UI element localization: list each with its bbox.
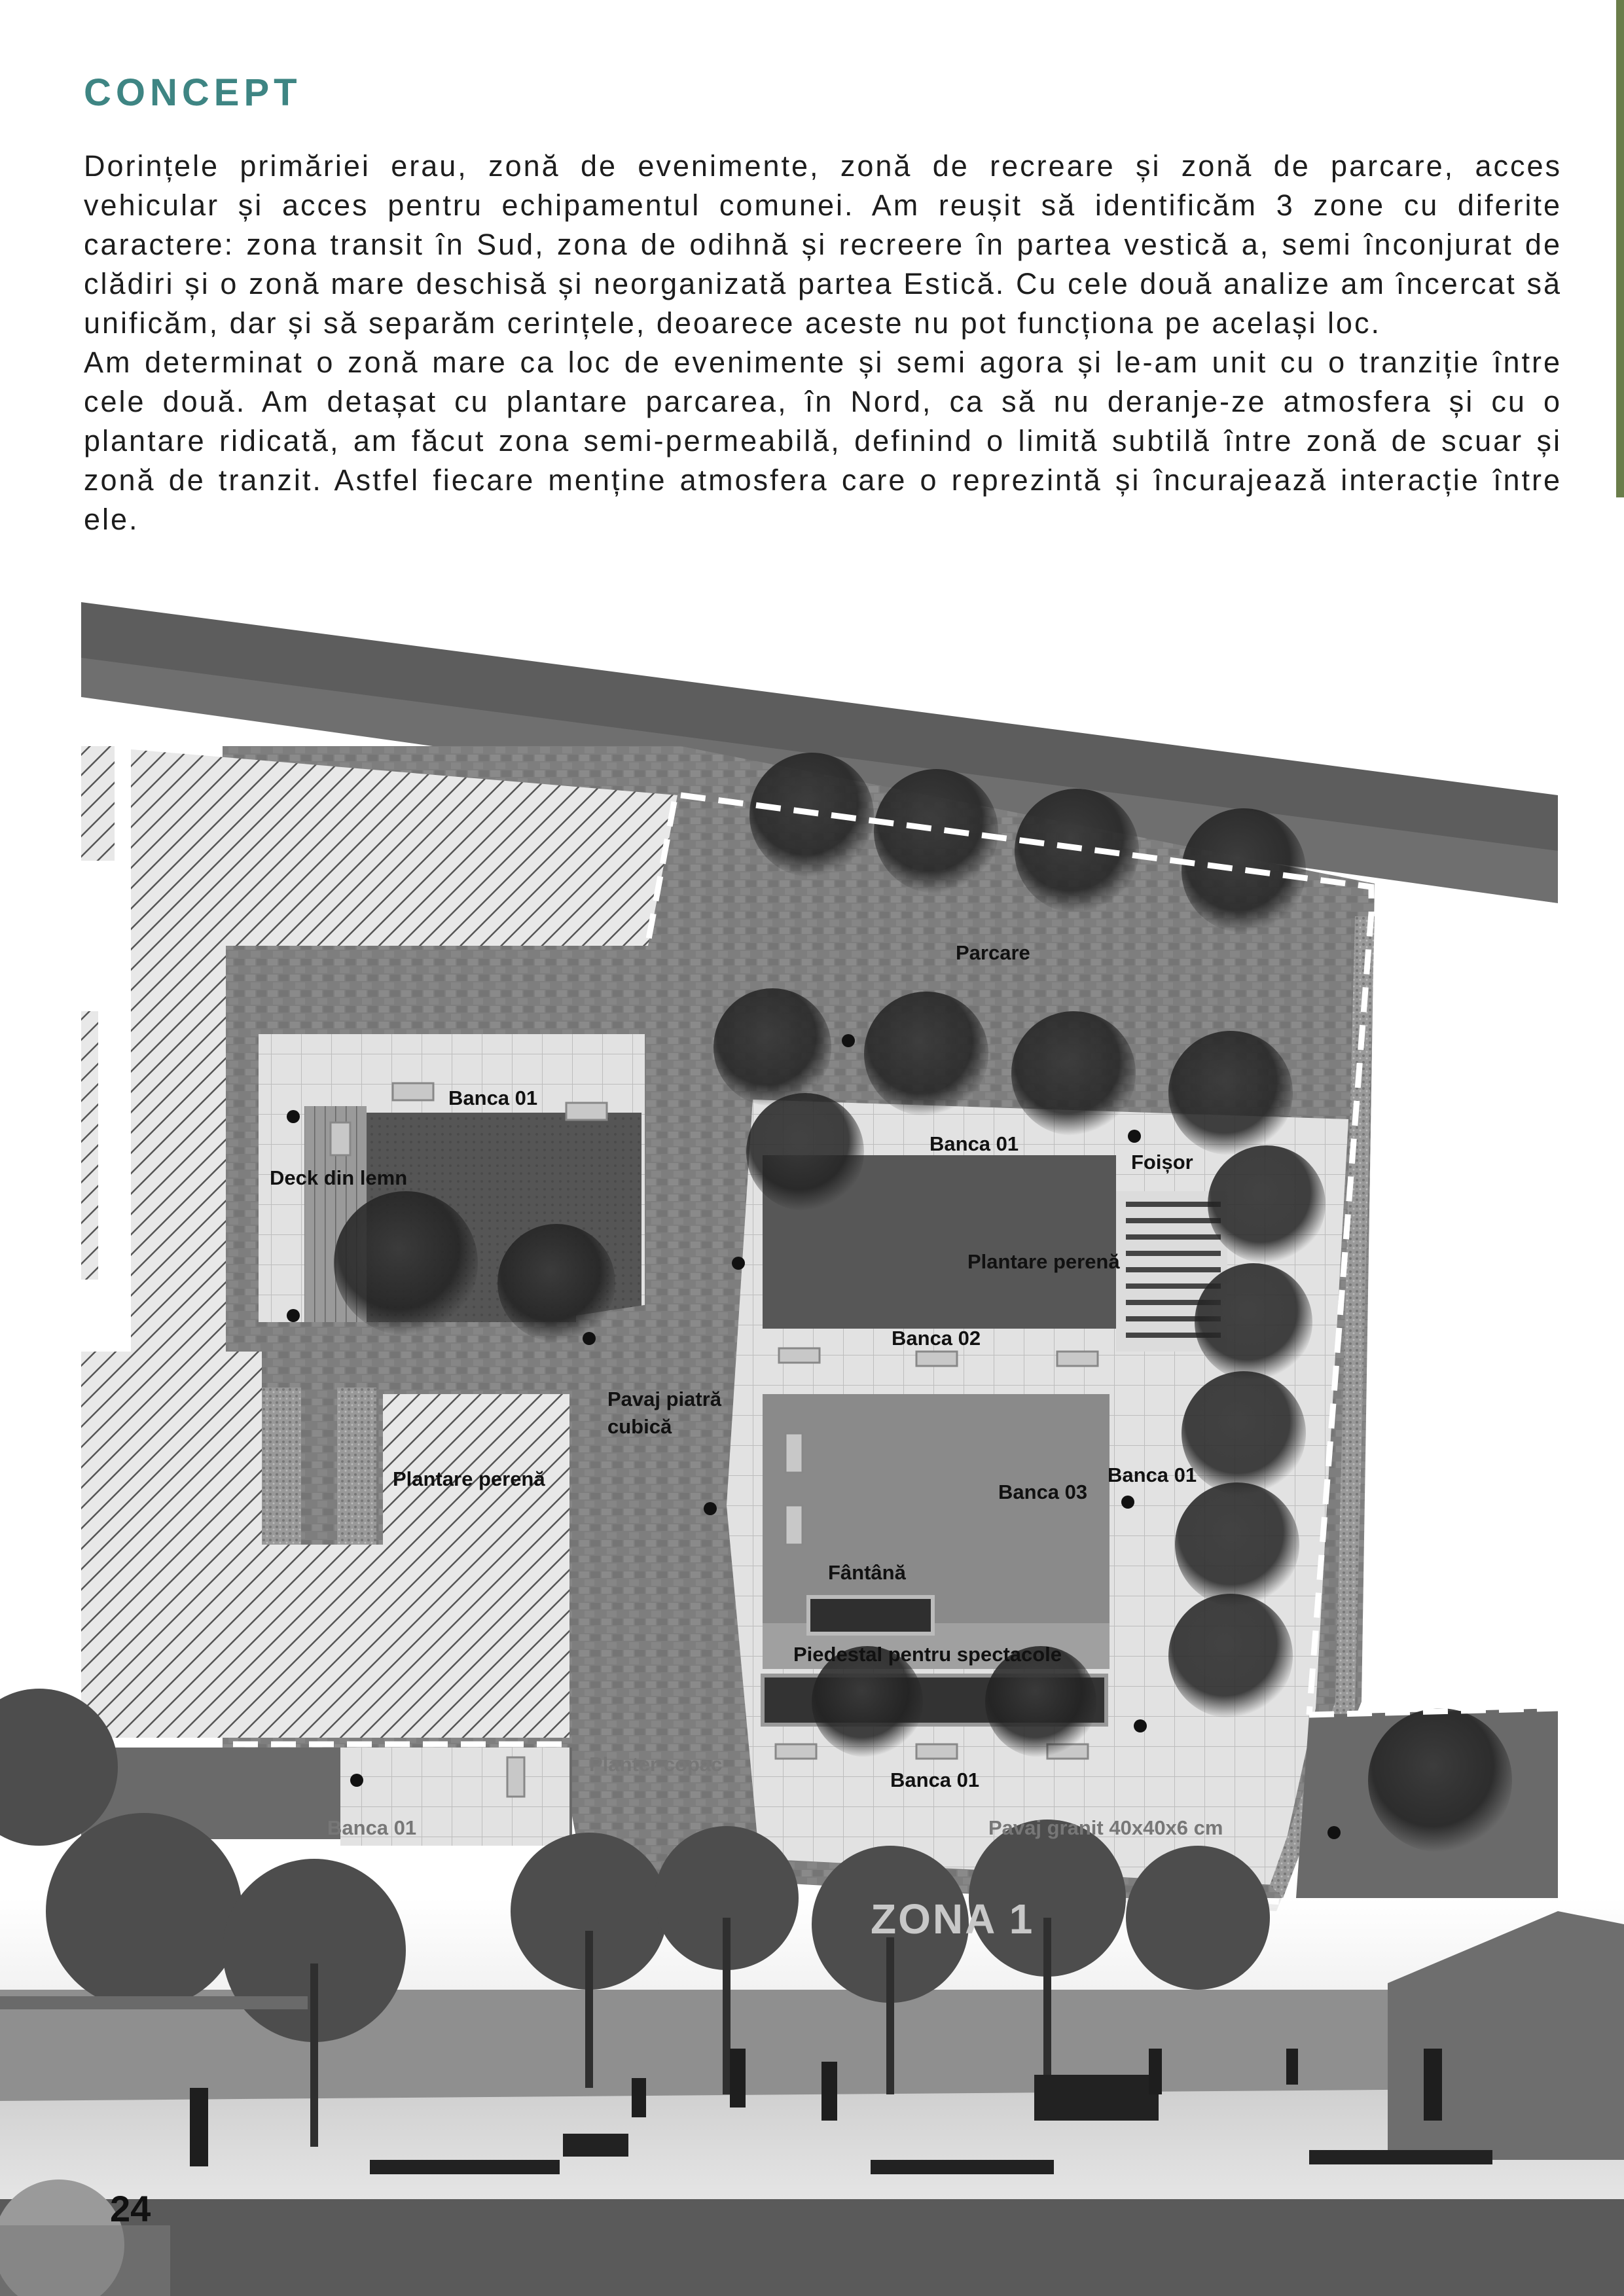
page-title: CONCEPT bbox=[84, 71, 302, 114]
label-banca-01-southwest: Banca 01 bbox=[327, 1816, 417, 1839]
label-zona: ZONA 1 bbox=[871, 1895, 1035, 1943]
label-planter-copac: Planter copac bbox=[589, 1753, 723, 1776]
label-foisor: Foișor bbox=[1131, 1151, 1193, 1174]
label-banca-01-center: Banca 01 bbox=[929, 1132, 1019, 1155]
label-fantana: Fântână bbox=[828, 1561, 906, 1584]
label-banca-02: Banca 02 bbox=[892, 1327, 981, 1350]
label-parcare: Parcare bbox=[956, 941, 1030, 964]
paragraph-1: Dorințele primăriei erau, zonă de evenimente, zonă de recreare și zonă de parcare, acces vehicular și acces pentru echipamentul comunei. Am reușit să identificăm 3 zone cu diferite caractere: zona transit în Sud, zona de odihnă și recreere în partea vestică a, semi înconjurat de clădiri și o zonă mare deschisă și neorganizată partea Estică. Cu cele două analize am încercat să unificăm, dar și să separăm cerințele, deoarece aceste nu pot funcționa pe același loc. bbox=[84, 149, 1562, 340]
label-banca-03: Banca 03 bbox=[998, 1480, 1088, 1503]
label-cubica: cubică bbox=[607, 1415, 672, 1438]
label-piedestal: Piedestal pentru spectacole bbox=[793, 1643, 1062, 1666]
page-number: 24 bbox=[110, 2188, 151, 2229]
label-banca-01-east: Banca 01 bbox=[1108, 1463, 1197, 1486]
label-plantare-perena-east: Plantare perenă bbox=[967, 1250, 1120, 1273]
paragraph-2: Am determinat o zonă mare ca loc de evenimente și semi agora și le-am unit cu o tranziție între cele două. Am detașat cu plantare parcarea, în Nord, ca să nu deranje-ze atmosfera și cu o plantare ridicată, am făcut zona semi-permeabilă, definind o limită subtilă între zonă de scuar și zonă de tranzit. Astfel fiecare menține atmosfera care o reprezintă și încurajează interacție între ele. bbox=[84, 346, 1562, 536]
label-banca-01-west: Banca 01 bbox=[448, 1086, 538, 1109]
label-pavaj-granit: Pavaj granit 40x40x6 cm bbox=[988, 1816, 1223, 1839]
label-banca-01-south: Banca 01 bbox=[890, 1768, 980, 1791]
label-deck: Deck din lemn bbox=[270, 1166, 408, 1189]
label-plantare-perena-west: Plantare perenă bbox=[393, 1467, 545, 1490]
label-pavaj-piatra: Pavaj piatră bbox=[607, 1388, 722, 1410]
